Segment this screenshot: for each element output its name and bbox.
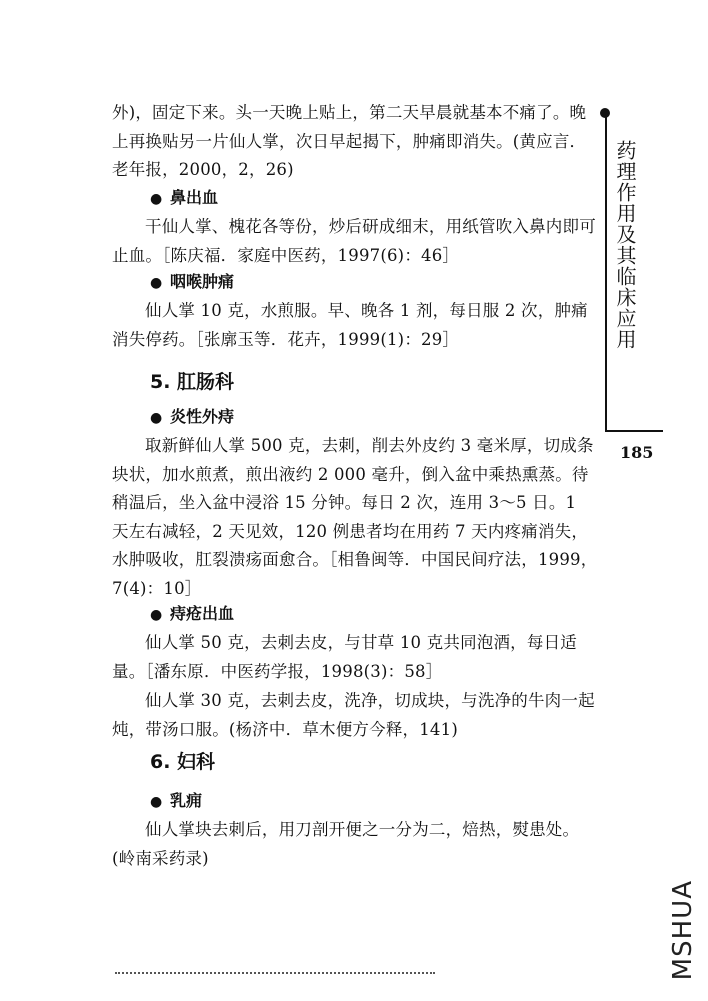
heading-text: 咽喉肿痛 [170,272,235,291]
paragraph-hemorrhoid-bleeding-1: 仙人掌 50 克，去刺去皮，与甘草 10 克共同泡酒，每日适量。［潘东原．中医药学报，1998(3)：58］ [112,633,577,681]
paragraph-swelling-end: 外)，固定下来。头一天晚上贴上，第二天早晨就基本不痛了。晚上再换贴另一片仙人掌，次日早起揭下，肿痛即消失。(黄应言．老年报，2000，2，26) [112,103,587,179]
running-head: 药理作用及其临床应用 [613,140,637,350]
heading-nosebleed [150,186,218,211]
paragraph-nosebleed: 干仙人掌、槐花各等份，炒后研成细末，用纸管吹入鼻内即可止血。［陈庆福．家庭中医药，1997(6)：46］ [112,217,596,265]
bottom-scan-line [115,972,435,976]
paragraph-mastitis: 仙人掌块去刺后，用刀剖开便之一分为二，焙热，熨患处。(岭南采药录) [112,820,580,868]
watermark: MSHUA [668,880,698,981]
bullet-icon: ● [150,794,163,810]
page-number: 185 [620,443,654,462]
section-title-gynecology: 6. 妇科 [150,751,216,773]
heading-text: 乳痈 [170,791,203,810]
bullet-icon: ● [150,191,163,207]
running-head-rule [605,112,607,430]
heading-hemorrhoid-bleeding [150,602,234,627]
heading-external-hemorrhoid [150,405,234,430]
heading-throat-swelling [150,270,234,295]
heading-text: 炎性外痔 [170,407,235,426]
paragraph-throat-swelling: 仙人掌 10 克，水煎服。早、晚各 1 剂，每日服 2 次，肿痛消失停药。［张廓玉等．花卉，1999(1)：29］ [112,301,588,349]
bullet-icon: ● [150,410,163,426]
paragraph-external-hemorrhoid: 取新鲜仙人掌 500 克，去刺，削去外皮约 3 毫米厚，切成条块状，加水煎煮，煎出液约 2 000 毫升，倒入盆中乘热熏蒸。待稍温后，坐入盆中浸浴 15 分钟。每日 2 次，连用 3～5 日。1 天左右减轻，2 天见效，120 例患者均在用药 7 天内疼痛消失，水肿吸收，肛裂溃疡面愈合。［相鲁闽等．中国民间疗法，1999，7(4)：10］ [112,436,598,598]
heading-text: 痔疮出血 [170,604,235,623]
paragraph-hemorrhoid-bleeding-2: 仙人掌 30 克，去刺去皮，洗净，切成块，与洗净的牛肉一起炖，带汤口服。(杨济中．草木便方今释，141) [112,691,595,739]
bullet-icon: ● [150,607,163,623]
bullet-icon: ● [150,275,163,291]
section-title-anorectal: 5. 肛肠科 [150,371,235,393]
heading-text: 鼻出血 [170,188,219,207]
running-head-baseline [605,430,663,432]
heading-mastitis [150,789,202,814]
